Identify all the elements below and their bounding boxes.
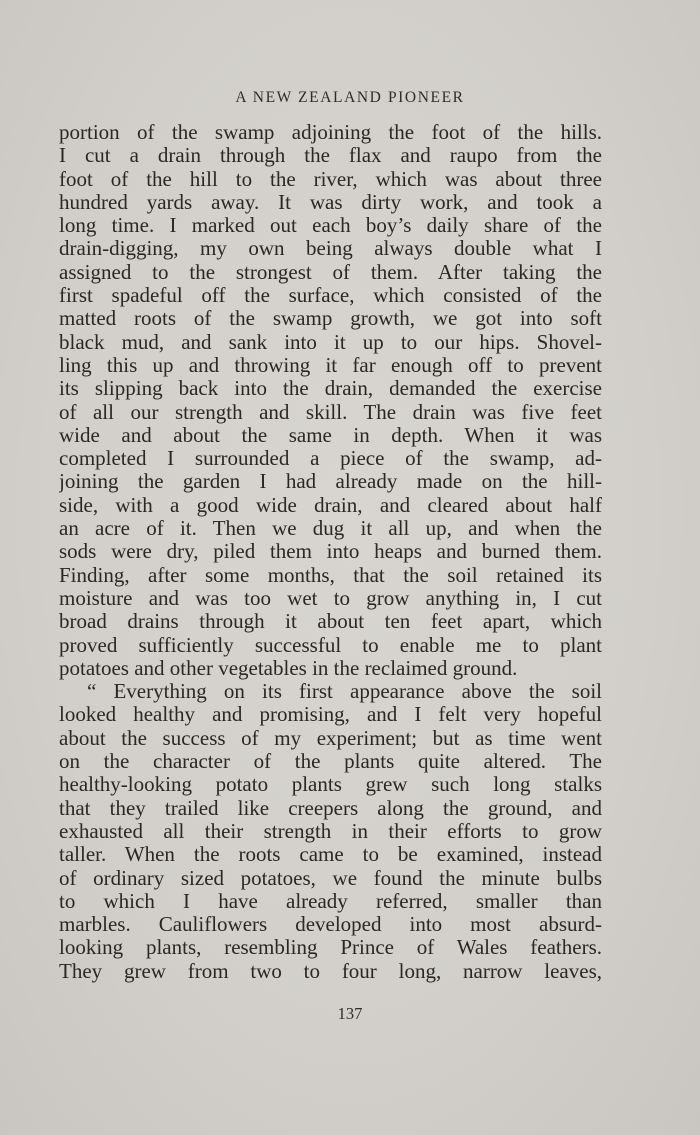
paragraph-start-line: “ Everything on its first appearance above the soil <box>87 680 602 704</box>
text-line: drain-digging, my own being always double what I <box>59 237 602 261</box>
text-line: on the character of the plants quite altered. The <box>59 750 602 774</box>
text-line: of all our strength and skill. The drain was five feet <box>59 400 602 424</box>
text-line: I cut a drain through the flax and raupo from the <box>59 144 602 168</box>
text-line: wide and about the same in depth. When it was <box>59 423 602 447</box>
text-line: an acre of it. Then we dug it all up, and when the <box>59 517 602 541</box>
text-line: foot of the hill to the river, which was about three <box>59 167 602 191</box>
text-line: They grew from two to four long, narrow leaves, <box>59 959 602 983</box>
text-line: broad drains through it about ten feet apart, which <box>59 610 602 634</box>
text-line: long time. I marked out each boy’s daily share of the <box>59 214 602 238</box>
text-line: looking plants, resembling Prince of Wales feathers. <box>59 936 602 960</box>
text-line: side, with a good wide drain, and cleared about half <box>59 493 602 517</box>
text-line: joining the garden I had already made on the hill- <box>59 470 602 494</box>
text-line: moisture and was too wet to grow anything in, I cut <box>59 586 602 610</box>
text-line: proved sufficiently successful to enable me to plant <box>59 633 602 657</box>
text-line: assigned to the strongest of them. After taking the <box>59 260 602 284</box>
text-line: ling this up and throwing it far enough off to prevent <box>59 353 602 377</box>
text-line: matted roots of the swamp growth, we got into soft <box>59 307 602 331</box>
body-text <box>59 121 602 983</box>
text-line: about the success of my experiment; but as time went <box>59 726 602 750</box>
paragraph-end-line: potatoes and other vegetables in the reclaimed ground. <box>59 656 518 680</box>
text-line: looked healthy and promising, and I felt very hopeful <box>59 703 602 727</box>
text-line: of ordinary sized potatoes, we found the minute bulbs <box>59 866 602 890</box>
text-line: taller. When the roots came to be examined, instead <box>59 843 602 867</box>
running-head: A NEW ZEALAND PIONEER <box>235 89 465 106</box>
text-line: that they trailed like creepers along the ground, and <box>59 796 602 820</box>
text-line: portion of the swamp adjoining the foot of the hills. <box>59 121 602 144</box>
text-line: sods were dry, piled them into heaps and burned them. <box>59 540 602 564</box>
text-line: its slipping back into the drain, demanded the exercise <box>59 377 602 401</box>
text-line: healthy-looking potato plants grew such long stalks <box>59 773 602 797</box>
text-line: Finding, after some months, that the soil retained its <box>59 563 602 587</box>
text-line: exhausted all their strength in their efforts to grow <box>59 819 602 843</box>
text-line: completed I surrounded a piece of the swamp, ad- <box>59 447 602 471</box>
text-line: hundred yards away. It was dirty work, and took a <box>59 190 602 214</box>
text-line: black mud, and sank into it up to our hips. Shovel- <box>59 330 602 354</box>
text-line: first spadeful off the surface, which consisted of the <box>59 284 602 308</box>
page-number: 137 <box>337 1004 363 1023</box>
text-line: marbles. Cauliflowers developed into most absurd- <box>59 913 602 937</box>
text-line: to which I have already referred, smaller than <box>59 889 602 913</box>
